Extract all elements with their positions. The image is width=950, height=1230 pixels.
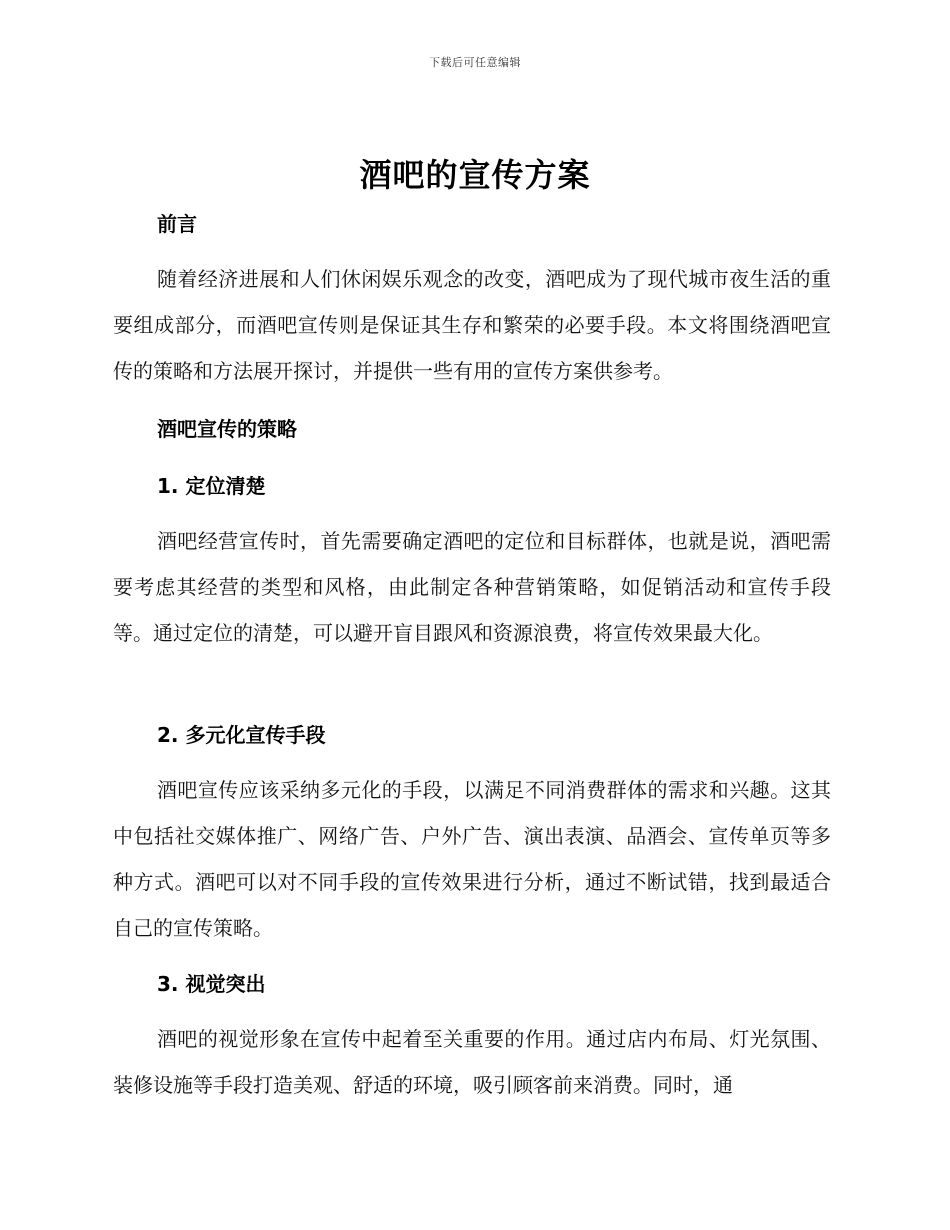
document-title: 酒吧的宣传方案 (359, 156, 591, 194)
strategy-heading: 酒吧宣传的策略 (157, 417, 297, 441)
section-paragraph-positioning: 酒吧经营宣传时，首先需要确定酒吧的定位和目标群体，也就是说，酒吧需要考虑其经营的类型和风格，由此制定各种营销策略，如促销活动和宣传手段等。通过定位的清楚，可以避开盲目跟风和资源浪费，将宣传效果最大化。 (113, 529, 831, 645)
preface-heading: 前言 (157, 212, 197, 236)
section-paragraph-visual: 酒吧的视觉形象在宣传中起着至关重要的作用。通过店内布局、灯光氛围、装修设施等手段打造美观、舒适的环境，吸引顾客前来消费。同时，通 (113, 1027, 831, 1097)
page-header-note: 下载后可任意编辑 (429, 56, 521, 69)
section-heading-diversified: 2. 多元化宣传手段 (157, 723, 326, 747)
preface-paragraph: 随着经济进展和人们休闲娱乐观念的改变，酒吧成为了现代城市夜生活的重要组成部分，而酒吧宣传则是保证其生存和繁荣的必要手段。本文将围绕酒吧宣传的策略和方法展开探讨，并提供一些有用的宣传方案供参考。 (113, 267, 831, 383)
section-heading-positioning: 1. 定位清楚 (157, 474, 266, 498)
section-paragraph-diversified: 酒吧宣传应该采纳多元化的手段，以满足不同消费群体的需求和兴趣。这其中包括社交媒体推广、网络广告、户外广告、演出表演、品酒会、宣传单页等多种方式。酒吧可以对不同手段的宣传效果进行分析，通过不断试错，找到最适合自己的宣传策略。 (113, 778, 831, 940)
section-heading-visual: 3. 视觉突出 (157, 972, 266, 996)
